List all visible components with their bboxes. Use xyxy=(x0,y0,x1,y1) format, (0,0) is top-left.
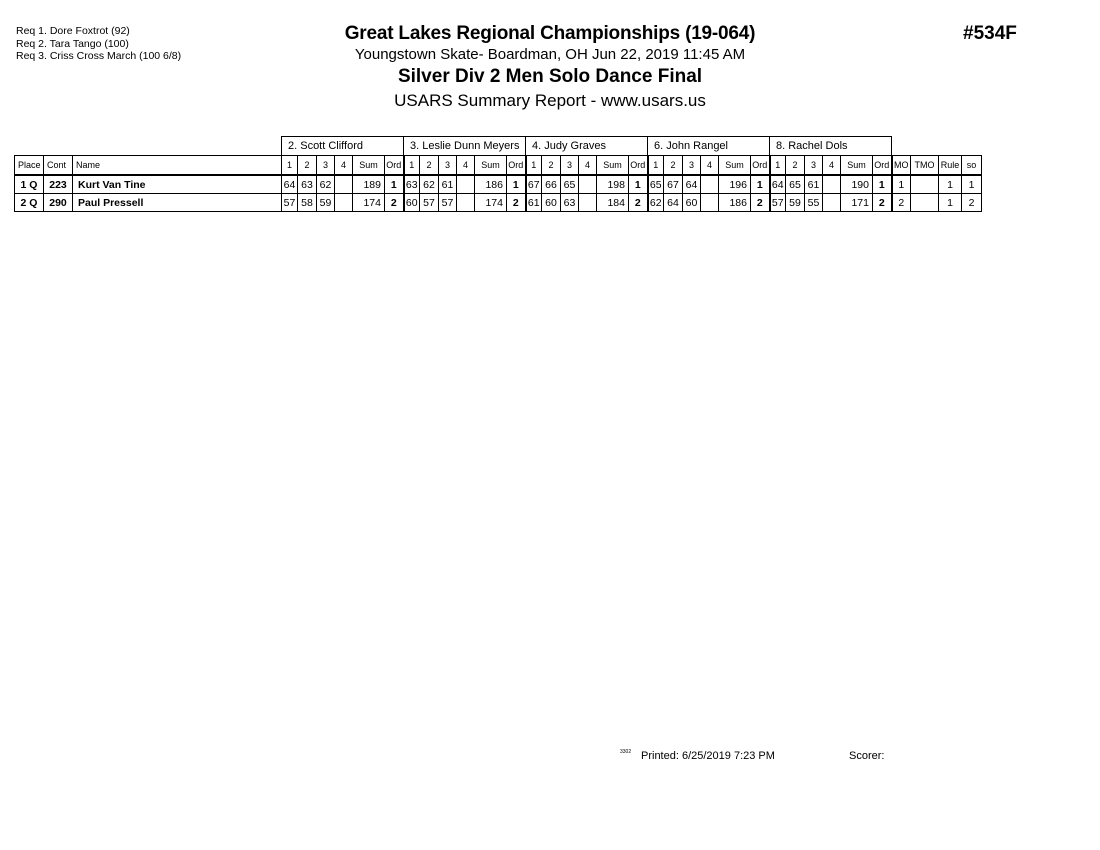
column-header: Ord xyxy=(629,156,648,176)
score-cell: 60 xyxy=(683,194,701,212)
sum-cell: 186 xyxy=(475,175,507,194)
score-cell: 61 xyxy=(805,175,823,194)
table-row xyxy=(15,175,982,194)
place-cell: 1 Q xyxy=(15,175,44,194)
column-header: 3 xyxy=(561,156,579,176)
rule-cell: 1 xyxy=(939,194,962,212)
tmo-cell xyxy=(911,175,939,194)
sum-cell: 186 xyxy=(719,194,751,212)
column-header: 3 xyxy=(317,156,335,176)
requirement-2: Req 2. Tara Tango (100) xyxy=(16,37,129,50)
score-cell: 59 xyxy=(317,194,335,212)
so-cell: 1 xyxy=(962,175,982,194)
report-title: USARS Summary Report - www.usars.us xyxy=(394,91,706,110)
column-header-row xyxy=(15,156,982,176)
score-cell: 57 xyxy=(439,194,457,212)
results-table xyxy=(14,136,982,212)
judges-row xyxy=(15,137,982,156)
column-header: 4 xyxy=(335,156,353,176)
skater-name-cell: Paul Pressell xyxy=(73,194,282,212)
judge-header: 2. Scott Clifford xyxy=(282,137,404,156)
score-cell: 57 xyxy=(420,194,439,212)
column-header: 2 xyxy=(664,156,683,176)
ordinal-cell: 1 xyxy=(385,175,404,194)
column-header: 2 xyxy=(542,156,561,176)
tmo-cell xyxy=(911,194,939,212)
judge-header: 4. Judy Graves xyxy=(526,137,648,156)
column-header: 3 xyxy=(439,156,457,176)
score-cell: 65 xyxy=(786,175,805,194)
score-cell: 62 xyxy=(420,175,439,194)
score-cell: 64 xyxy=(282,175,298,194)
table-row xyxy=(15,194,982,212)
score-cell: 60 xyxy=(404,194,420,212)
score-cell: 65 xyxy=(648,175,664,194)
column-header: Sum xyxy=(353,156,385,176)
column-header: 1 xyxy=(770,156,786,176)
score-cell: 63 xyxy=(561,194,579,212)
ordinal-cell: 1 xyxy=(507,175,526,194)
score-cell xyxy=(823,175,841,194)
column-header: Rule xyxy=(939,156,962,176)
score-cell xyxy=(701,175,719,194)
score-cell: 64 xyxy=(683,175,701,194)
score-cell: 62 xyxy=(317,175,335,194)
ordinal-cell: 2 xyxy=(873,194,892,212)
competition-title: Great Lakes Regional Championships (19-064) xyxy=(344,23,756,44)
column-header: Sum xyxy=(719,156,751,176)
contestant-number-cell: 223 xyxy=(44,175,73,194)
column-header: Ord xyxy=(385,156,404,176)
column-header: 2 xyxy=(420,156,439,176)
rule-cell: 1 xyxy=(939,175,962,194)
score-cell: 63 xyxy=(404,175,420,194)
ordinal-cell: 2 xyxy=(507,194,526,212)
event-number: #534F xyxy=(963,23,1017,44)
score-cell xyxy=(335,194,353,212)
ordinal-cell: 2 xyxy=(629,194,648,212)
report-header xyxy=(300,22,800,112)
score-cell xyxy=(579,175,597,194)
requirement-3: Req 3. Criss Cross March (100 6/8) xyxy=(16,50,182,62)
ordinal-cell: 1 xyxy=(629,175,648,194)
ordinal-cell: 2 xyxy=(751,194,770,212)
skater-name-cell: Kurt Van Tine xyxy=(73,175,282,194)
score-cell: 61 xyxy=(526,194,542,212)
mo-cell: 2 xyxy=(892,194,911,212)
column-header: 1 xyxy=(282,156,298,176)
sum-cell: 190 xyxy=(841,175,873,194)
judge-header: 8. Rachel Dols xyxy=(770,137,892,156)
score-cell: 64 xyxy=(770,175,786,194)
column-header: Sum xyxy=(475,156,507,176)
score-cell: 64 xyxy=(664,194,683,212)
ordinal-cell: 1 xyxy=(751,175,770,194)
contestant-number-cell: 290 xyxy=(44,194,73,212)
score-cell: 61 xyxy=(439,175,457,194)
score-cell: 63 xyxy=(298,175,317,194)
column-header: 4 xyxy=(457,156,475,176)
score-cell xyxy=(457,175,475,194)
score-cell: 59 xyxy=(786,194,805,212)
score-cell xyxy=(457,194,475,212)
scorer-label: Scorer: xyxy=(849,750,885,762)
sum-cell: 174 xyxy=(353,194,385,212)
footer-code: 3302 xyxy=(620,749,632,755)
column-header: MO xyxy=(892,156,911,176)
sum-cell: 171 xyxy=(841,194,873,212)
score-cell xyxy=(823,194,841,212)
column-header: 4 xyxy=(579,156,597,176)
column-header: Ord xyxy=(873,156,892,176)
requirements-list xyxy=(16,25,181,63)
requirement-1: Req 1. Dore Foxtrot (92) xyxy=(16,25,130,37)
score-cell: 55 xyxy=(805,194,823,212)
ordinal-cell: 1 xyxy=(873,175,892,194)
score-cell: 58 xyxy=(298,194,317,212)
column-header: Cont xyxy=(44,156,73,176)
column-header: so xyxy=(962,156,982,176)
score-cell: 57 xyxy=(282,194,298,212)
score-cell xyxy=(579,194,597,212)
ordinal-cell: 2 xyxy=(385,194,404,212)
column-header: Place xyxy=(15,156,44,176)
judge-header: 6. John Rangel xyxy=(648,137,770,156)
sum-cell: 198 xyxy=(597,175,629,194)
score-cell: 57 xyxy=(770,194,786,212)
column-header: 4 xyxy=(823,156,841,176)
score-cell xyxy=(335,175,353,194)
column-header: Sum xyxy=(597,156,629,176)
sum-cell: 196 xyxy=(719,175,751,194)
column-header: 1 xyxy=(648,156,664,176)
event-title: Silver Div 2 Men Solo Dance Final xyxy=(397,66,703,87)
venue-date: Youngstown Skate- Boardman, OH Jun 22, 2019 11:45 AM xyxy=(354,46,746,63)
column-header: 2 xyxy=(786,156,805,176)
column-header: Ord xyxy=(507,156,526,176)
score-cell: 67 xyxy=(664,175,683,194)
column-header: 4 xyxy=(701,156,719,176)
sum-cell: 189 xyxy=(353,175,385,194)
column-header: 3 xyxy=(805,156,823,176)
sum-cell: 184 xyxy=(597,194,629,212)
column-header: Ord xyxy=(751,156,770,176)
column-header: 3 xyxy=(683,156,701,176)
column-header: 1 xyxy=(404,156,420,176)
printed-timestamp: Printed: 6/25/2019 7:23 PM xyxy=(641,750,775,762)
score-cell: 67 xyxy=(526,175,542,194)
score-cell: 62 xyxy=(648,194,664,212)
column-header: TMO xyxy=(911,156,939,176)
score-cell: 66 xyxy=(542,175,561,194)
sum-cell: 174 xyxy=(475,194,507,212)
column-header: 2 xyxy=(298,156,317,176)
score-cell: 60 xyxy=(542,194,561,212)
place-cell: 2 Q xyxy=(15,194,44,212)
column-header: Name xyxy=(73,156,282,176)
judge-header: 3. Leslie Dunn Meyers xyxy=(404,137,526,156)
score-cell xyxy=(701,194,719,212)
mo-cell: 1 xyxy=(892,175,911,194)
so-cell: 2 xyxy=(962,194,982,212)
column-header: 1 xyxy=(526,156,542,176)
score-cell: 65 xyxy=(561,175,579,194)
column-header: Sum xyxy=(841,156,873,176)
